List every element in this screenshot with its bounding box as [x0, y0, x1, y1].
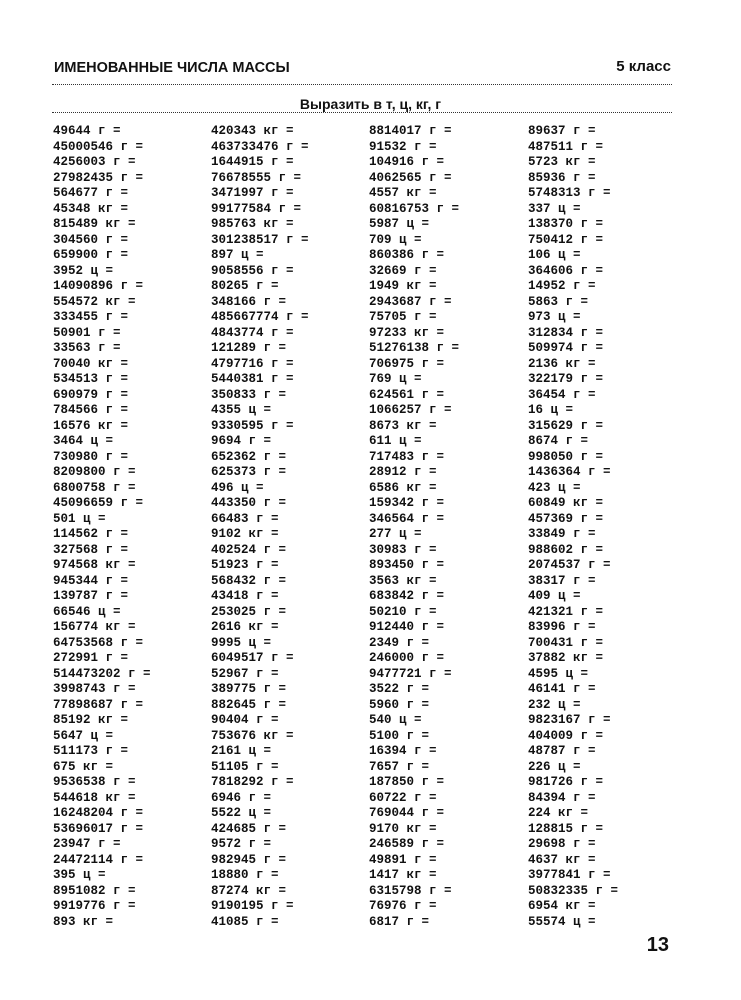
exercise-item: 346564 г =	[369, 511, 445, 526]
exercise-item: 322179 г =	[528, 372, 604, 386]
exercise-item: 652362 г =	[211, 449, 287, 464]
exercise-item: 3952 ц =	[53, 263, 114, 278]
exercise-item: 304560 г =	[53, 232, 129, 247]
exercise-item: 76678555 г =	[211, 170, 302, 185]
exercise-item: 50210 г =	[369, 604, 437, 619]
exercise-item: 2943687 г =	[369, 294, 452, 309]
exercise-item: 87274 кг =	[211, 883, 287, 898]
exercise-item: 4843774 г =	[211, 325, 294, 340]
exercise-item: 9330595 г =	[211, 418, 294, 433]
exercise-item: 224 кг =	[528, 806, 589, 820]
exercise-item: 6800758 г =	[53, 480, 136, 495]
exercise-item: 611 ц =	[369, 434, 422, 448]
page-number: 13	[646, 934, 669, 956]
exercise-item: 893450 г =	[369, 558, 445, 572]
exercise-item: 8674 г =	[528, 434, 589, 448]
exercise-item: 912440 г =	[369, 620, 445, 634]
top-divider	[52, 84, 672, 85]
exercise-item: 84394 г =	[528, 790, 596, 805]
exercise-item: 8814017 г =	[369, 124, 452, 138]
exercise-item: 514473202 г =	[53, 666, 151, 681]
exercise-item: 128815 г =	[528, 821, 604, 836]
exercise-item: 6954 кг =	[528, 899, 596, 913]
exercise-item: 277 ц =	[369, 527, 422, 541]
exercise-item: 421321 г =	[528, 604, 604, 619]
exercise-item: 364606 г =	[528, 263, 604, 278]
exercise-item: 76976 г =	[369, 899, 437, 913]
exercise-item: 2349 г =	[369, 635, 430, 650]
exercise-item: 45348 кг =	[53, 201, 129, 216]
exercise-item: 5723 кг =	[528, 155, 596, 169]
exercise-item: 14090896 г =	[53, 279, 144, 293]
exercise-item: 51105 г =	[211, 759, 279, 774]
exercise-item: 27982435 г =	[53, 170, 144, 185]
exercise-item: 624561 г =	[369, 387, 445, 402]
exercise-item: 683842 г =	[369, 589, 445, 603]
exercise-item: 564677 г =	[53, 186, 129, 200]
exercise-item: 409 ц =	[528, 589, 581, 603]
exercise-item: 7657 г =	[369, 759, 430, 774]
exercise-item: 45000546 г =	[53, 139, 144, 154]
exercise-item: 99177584 г =	[211, 201, 302, 216]
exercise-item: 395 ц =	[53, 868, 106, 882]
exercise-item: 3522 г =	[369, 682, 430, 696]
exercise-item: 9170 кг =	[369, 821, 437, 836]
exercise-item: 55574 ц =	[528, 914, 596, 929]
exercise-item: 23947 г =	[53, 837, 121, 851]
exercise-item: 49891 г =	[369, 852, 437, 867]
exercise-item: 121289 г =	[211, 341, 287, 355]
exercise-item: 424685 г =	[211, 821, 287, 836]
exercise-item: 8209800 г =	[53, 465, 136, 479]
exercise-item: 389775 г =	[211, 682, 287, 696]
exercise-item: 49644 г =	[53, 124, 121, 138]
exercise-item: 769044 г =	[369, 806, 445, 820]
exercise-item: 625373 г =	[211, 465, 287, 479]
exercise-item: 45096659 г =	[53, 496, 144, 510]
exercise-item: 463733476 г =	[211, 139, 309, 154]
exercise-item: 496 ц =	[211, 480, 264, 495]
exercise-item: 753676 кг =	[211, 728, 294, 743]
exercise-item: 32669 г =	[369, 263, 437, 278]
exercise-item: 2136 кг =	[528, 356, 596, 371]
exercise-item: 511173 г =	[53, 744, 129, 758]
exercise-item: 487511 г =	[528, 139, 604, 154]
exercise-item: 66546 ц =	[53, 604, 121, 619]
exercise-item: 945344 г =	[53, 573, 129, 588]
exercise-item: 24472114 г =	[53, 852, 144, 867]
exercise-item: 232 ц =	[528, 697, 581, 712]
exercise-item: 33563 г =	[53, 341, 121, 355]
exercise-item: 700431 г =	[528, 635, 604, 650]
exercise-item: 138370 г =	[528, 217, 604, 231]
exercise-item: 4355 ц =	[211, 403, 272, 417]
exercise-item: 97233 кг =	[369, 325, 445, 340]
exercise-item: 1417 кг =	[369, 868, 437, 882]
exercise-item: 91532 г =	[369, 139, 437, 154]
exercise-item: 253025 г =	[211, 604, 287, 619]
grade-label: 5 класс	[616, 58, 671, 75]
exercise-item: 156774 кг =	[53, 620, 136, 634]
exercise-item: 1644915 г =	[211, 155, 294, 169]
exercise-item: 89637 г =	[528, 124, 596, 138]
exercise-item: 988602 г =	[528, 542, 604, 557]
exercise-item: 159342 г =	[369, 496, 445, 510]
exercise-item: 7818292 г =	[211, 775, 294, 789]
exercise-item: 5748313 г =	[528, 186, 611, 200]
exercise-item: 3977841 г =	[528, 868, 611, 882]
exercise-item: 6049517 г =	[211, 651, 294, 665]
exercise-item: 981726 г =	[528, 775, 604, 789]
exercise-item: 3998743 г =	[53, 682, 136, 696]
exercise-item: 246589 г =	[369, 837, 445, 851]
exercise-item: 706975 г =	[369, 356, 445, 371]
exercise-item: 9190195 г =	[211, 899, 294, 913]
exercise-item: 350833 г =	[211, 387, 287, 402]
exercise-item: 893 кг =	[53, 914, 114, 929]
exercise-item: 675 кг =	[53, 759, 114, 774]
exercise-item: 60849 кг =	[528, 496, 604, 510]
exercise-item: 106 ц =	[528, 248, 581, 262]
exercise-item: 29698 г =	[528, 837, 596, 851]
exercise-item: 16 ц =	[528, 403, 574, 417]
exercise-item: 9995 ц =	[211, 635, 272, 650]
exercise-item: 4797716 г =	[211, 356, 294, 371]
instruction-divider	[52, 112, 672, 113]
exercise-item: 9477721 г =	[369, 666, 452, 681]
exercise-item: 104916 г =	[369, 155, 445, 169]
exercise-item: 9102 кг =	[211, 527, 279, 541]
exercise-item: 16576 кг =	[53, 418, 129, 433]
exercise-item: 982945 г =	[211, 852, 287, 867]
exercise-item: 85192 кг =	[53, 713, 129, 727]
exercise-item: 315629 г =	[528, 418, 604, 433]
exercise-item: 50901 г =	[53, 325, 121, 340]
exercise-item: 90404 г =	[211, 713, 279, 727]
exercise-item: 337 ц =	[528, 201, 581, 216]
exercise-item: 6946 г =	[211, 790, 272, 805]
exercise-item: 5100 г =	[369, 728, 430, 743]
exercise-item: 52967 г =	[211, 666, 279, 681]
exercise-item: 2616 кг =	[211, 620, 279, 634]
exercise-item: 5647 ц =	[53, 728, 114, 743]
exercise-item: 16394 г =	[369, 744, 437, 758]
exercise-item: 3464 ц =	[53, 434, 114, 448]
exercise-item: 534513 г =	[53, 372, 129, 386]
exercise-item: 659900 г =	[53, 248, 129, 262]
exercise-item: 443350 г =	[211, 496, 287, 510]
exercise-item: 4637 кг =	[528, 852, 596, 867]
exercise-item: 457369 г =	[528, 511, 604, 526]
exercise-item: 70040 кг =	[53, 356, 129, 371]
exercise-item: 6817 г =	[369, 914, 430, 929]
exercise-item: 60816753 г =	[369, 201, 460, 216]
exercise-column-4	[528, 124, 683, 930]
exercise-item: 50832335 г =	[528, 883, 619, 898]
exercise-item: 1949 кг =	[369, 279, 437, 293]
exercise-item: 3471997 г =	[211, 186, 294, 200]
exercise-item: 348166 г =	[211, 294, 287, 309]
exercise-item: 9823167 г =	[528, 713, 611, 727]
exercise-item: 973 ц =	[528, 310, 581, 324]
exercise-item: 43418 г =	[211, 589, 279, 603]
exercise-item: 5440381 г =	[211, 372, 294, 386]
exercise-item: 784566 г =	[53, 403, 129, 417]
exercise-item: 114562 г =	[53, 527, 129, 541]
exercise-item: 9536538 г =	[53, 775, 136, 789]
exercise-item: 83996 г =	[528, 620, 596, 634]
instruction-heading: Выразить в т, ц, кг, г	[299, 96, 442, 112]
exercise-item: 14952 г =	[528, 279, 596, 293]
exercise-item: 9694 г =	[211, 434, 272, 448]
exercise-item: 66483 г =	[211, 511, 279, 526]
exercise-item: 6586 кг =	[369, 480, 437, 495]
exercise-item: 85936 г =	[528, 170, 596, 185]
exercise-item: 51923 г =	[211, 558, 279, 572]
exercise-item: 8951082 г =	[53, 883, 136, 898]
exercise-item: 18880 г =	[211, 868, 279, 882]
exercise-item: 38317 г =	[528, 573, 596, 588]
exercise-item: 5522 ц =	[211, 806, 272, 820]
exercise-item: 41085 г =	[211, 914, 279, 929]
exercise-item: 882645 г =	[211, 697, 287, 712]
exercise-item: 690979 г =	[53, 387, 129, 402]
exercise-item: 327568 г =	[53, 542, 129, 557]
exercise-item: 423 ц =	[528, 480, 581, 495]
exercise-item: 9058556 г =	[211, 263, 294, 278]
exercise-item: 5863 г =	[528, 294, 589, 309]
exercise-item: 4062565 г =	[369, 170, 452, 185]
exercise-item: 897 ц =	[211, 248, 264, 262]
exercise-item: 1066257 г =	[369, 403, 452, 417]
exercise-item: 568432 г =	[211, 573, 287, 588]
exercise-item: 717483 г =	[369, 449, 445, 464]
exercise-item: 9919776 г =	[53, 899, 136, 913]
exercise-item: 333455 г =	[53, 310, 129, 324]
exercise-item: 75705 г =	[369, 310, 437, 324]
exercise-item: 485667774 г =	[211, 310, 309, 324]
exercise-item: 33849 г =	[528, 527, 596, 541]
exercise-item: 139787 г =	[53, 589, 129, 603]
exercise-item: 46141 г =	[528, 682, 596, 696]
exercise-item: 815489 кг =	[53, 217, 136, 231]
exercise-item: 985763 кг =	[211, 217, 294, 231]
exercise-item: 30983 г =	[369, 542, 437, 557]
exercise-item: 730980 г =	[53, 449, 129, 464]
exercise-item: 64753568 г =	[53, 635, 144, 650]
exercise-column-3	[369, 124, 524, 930]
exercise-item: 402524 г =	[211, 542, 287, 557]
exercise-item: 37882 кг =	[528, 651, 604, 665]
exercise-item: 2161 ц =	[211, 744, 272, 758]
exercise-item: 4595 ц =	[528, 666, 589, 681]
exercise-item: 420343 кг =	[211, 124, 294, 138]
exercise-item: 16248204 г =	[53, 806, 144, 820]
exercise-item: 974568 кг =	[53, 558, 136, 572]
exercise-item: 709 ц =	[369, 232, 422, 247]
exercise-item: 312834 г =	[528, 325, 604, 340]
exercise-item: 4557 кг =	[369, 186, 437, 200]
exercise-column-1	[53, 124, 208, 930]
exercise-item: 540 ц =	[369, 713, 422, 727]
exercise-item: 5987 ц =	[369, 217, 430, 231]
exercise-item: 8673 кг =	[369, 418, 437, 433]
exercise-item: 769 ц =	[369, 372, 422, 386]
exercise-item: 501 ц =	[53, 511, 106, 526]
exercise-item: 509974 г =	[528, 341, 604, 355]
exercise-item: 998050 г =	[528, 449, 604, 464]
exercise-item: 60722 г =	[369, 790, 437, 805]
exercise-item: 544618 кг =	[53, 790, 136, 805]
exercise-item: 6315798 г =	[369, 883, 452, 898]
exercise-item: 4256003 г =	[53, 155, 136, 169]
exercise-item: 5960 г =	[369, 697, 430, 712]
exercise-item: 77898687 г =	[53, 697, 144, 712]
exercise-column-2	[211, 124, 366, 930]
exercise-item: 301238517 г =	[211, 232, 309, 247]
exercise-item: 53696017 г =	[53, 821, 144, 836]
exercise-item: 246000 г =	[369, 651, 445, 665]
exercise-item: 860386 г =	[369, 248, 445, 262]
exercise-item: 1436364 г =	[528, 465, 611, 479]
exercise-item: 226 ц =	[528, 759, 581, 774]
exercise-item: 3563 кг =	[369, 573, 437, 588]
exercise-item: 187850 г =	[369, 775, 445, 789]
exercise-item: 9572 г =	[211, 837, 272, 851]
exercise-item: 554572 кг =	[53, 294, 136, 309]
exercise-item: 404009 г =	[528, 728, 604, 743]
exercise-item: 750412 г =	[528, 232, 604, 247]
worksheet-title: ИМЕНОВАННЫЕ ЧИСЛА МАССЫ	[54, 60, 290, 76]
exercise-item: 51276138 г =	[369, 341, 460, 355]
exercise-item: 48787 г =	[528, 744, 596, 758]
exercise-item: 80265 г =	[211, 279, 279, 293]
exercise-item: 2074537 г =	[528, 558, 611, 572]
exercise-item: 36454 г =	[528, 387, 596, 402]
exercise-item: 272991 г =	[53, 651, 129, 665]
exercise-item: 28912 г =	[369, 465, 437, 479]
